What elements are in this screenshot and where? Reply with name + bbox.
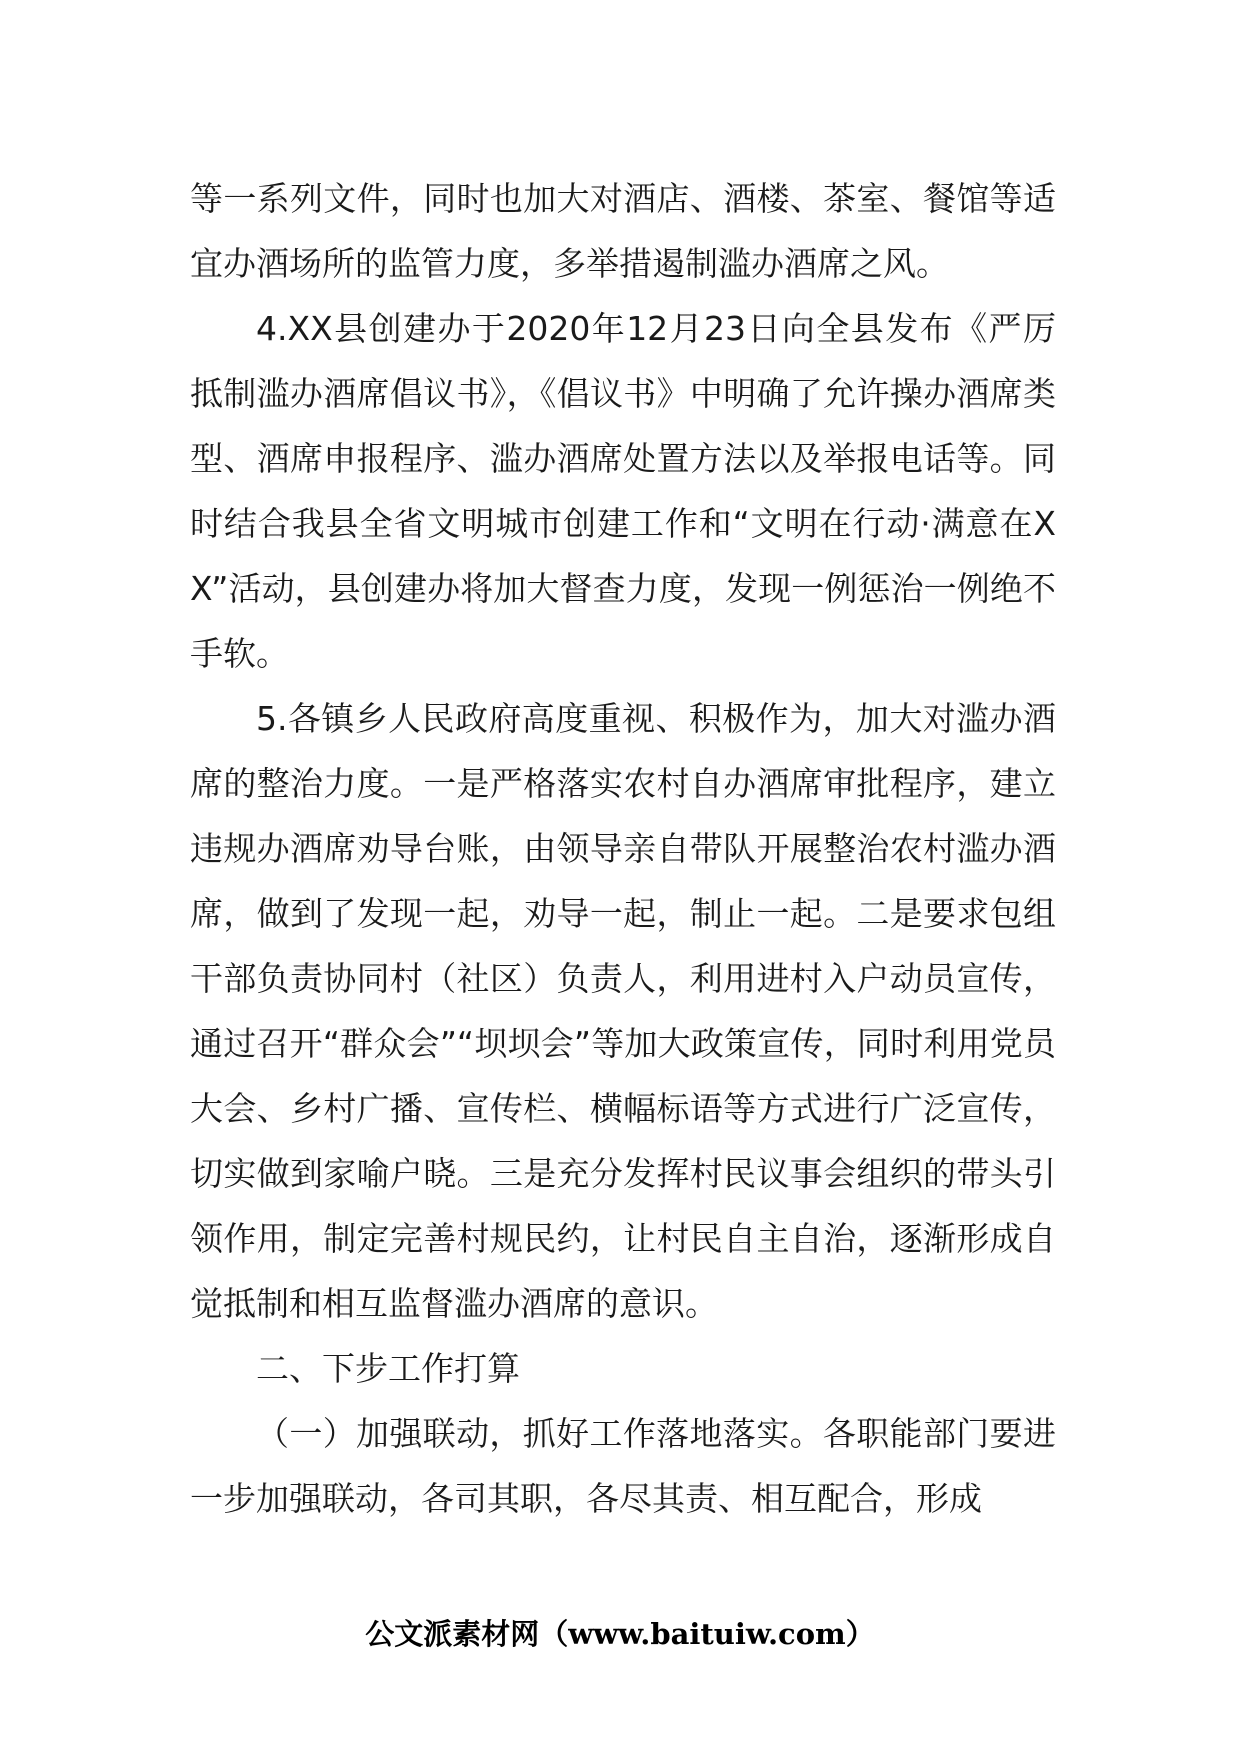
paragraph-2: 4.XX县创建办于2020年12月23日向全县发布《严厉抵制滥办酒席倡议书》，《倡议书》中明确了允许操办酒席类型、酒席申报程序、滥办酒席处置方法以及举报电话等。同时结合我县全省文明城市创建工作和“文明在行动·满意在XX”活动，县创建办将加大督查力度，发现一例惩治一例绝不手软。 — [190, 309, 1056, 673]
paragraph-1: 等一系列文件，同时也加大对酒店、酒楼、茶室、餐馆等适宜办酒场所的监管力度，多举措遏制滥办酒席之风。 — [190, 179, 1056, 283]
paragraph-5: （一）加强联动，抓好工作落地落实。各职能部门要进一步加强联动，各司其职，各尽其责、相互配合，形成 — [190, 1414, 1056, 1518]
section-heading: 二、下步工作打算 — [256, 1349, 520, 1388]
footer-watermark: 公文派素材网（www.baituiw.com） — [365, 1617, 875, 1651]
paragraph-3: 5.各镇乡人民政府高度重视、积极作为，加大对滥办酒席的整治力度。一是严格落实农村自办酒席审批程序，建立违规办酒席劝导台账，由领导亲自带队开展整治农村滥办酒席，做到了发现一起，劝导一起，制止一起。二是要求包组干部负责协同村（社区）负责人，利用进村入户动员宣传，通过召开“群众会”“坝坝会”等加大政策宣传，同时利用党员大会、乡村广播、宣传栏、横幅标语等方式进行广泛宣传，切实做到家喻户晓。三是充分发挥村民议事会组织的带头引领作用，制定完善村规民约，让村民自主自治，逐渐形成自觉抵制和相互监督滥办酒席的意识。 — [190, 699, 1056, 1323]
document-body — [190, 166, 1056, 1531]
